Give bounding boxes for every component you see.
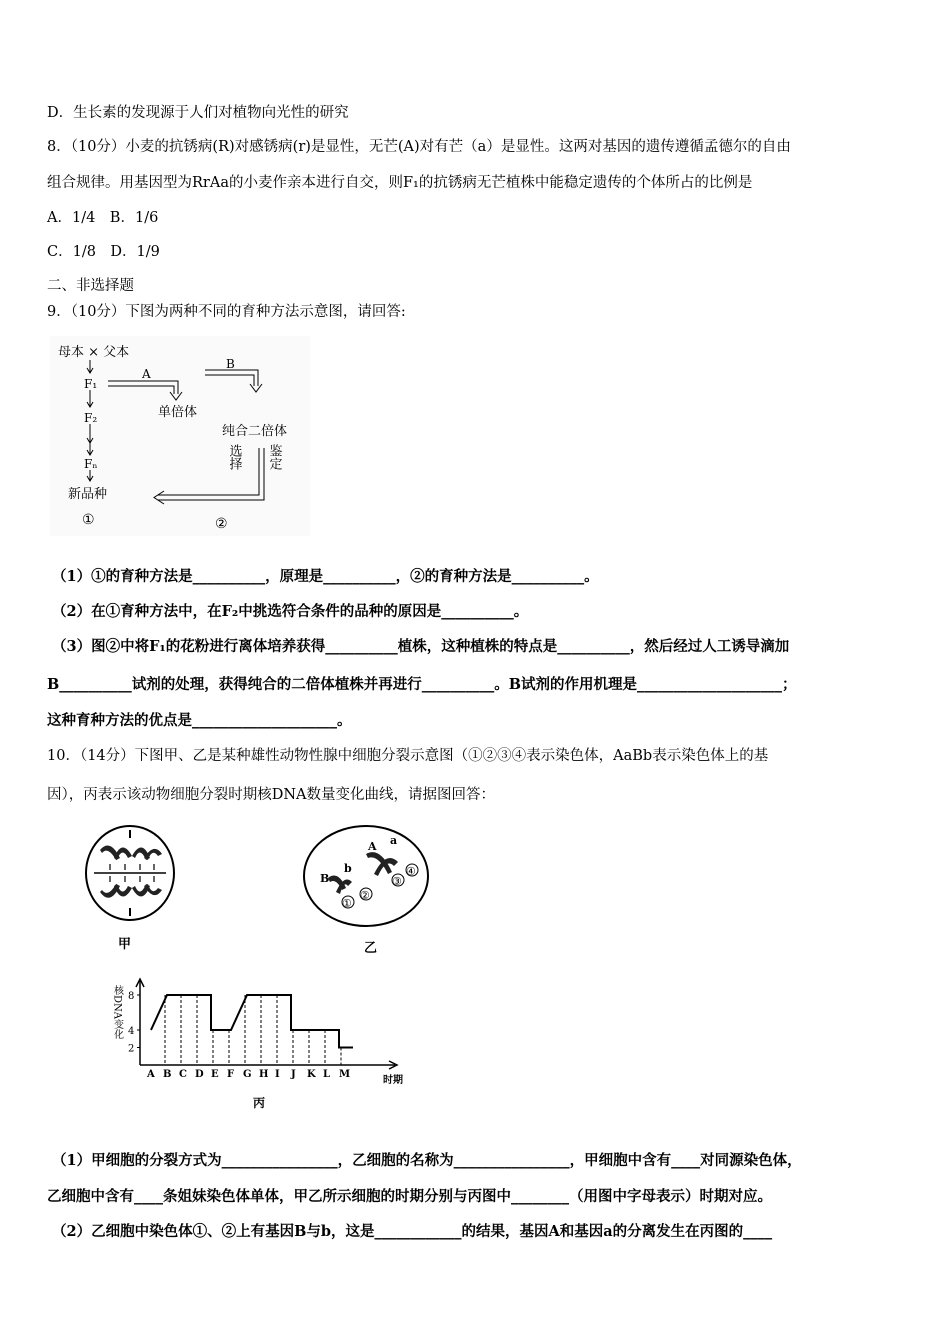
q10-stem-cont: 因），丙表示该动物细胞分裂时期核DNA数量变化曲线，请据图回答： (47, 787, 496, 803)
identify-label: 鉴定 (266, 444, 282, 470)
q8-options-cd: C．1/8 D．1/9 (47, 244, 160, 260)
method2-label: ② (215, 516, 228, 532)
q10-part1-cont: 乙细胞中含有____条姐妹染色体单体，甲乙所示细胞的时期分别与丙图中________（用图中字母表示）时期对应。 (47, 1188, 772, 1205)
haploid-label: 单倍体 (158, 405, 198, 420)
option-d: D．生长素的发现源于人们对植物向光性的研究 (47, 105, 349, 121)
q8-options-ab: A．1/4 B．1/6 (47, 210, 159, 226)
cell-jia-label: 甲 (118, 937, 132, 952)
q10-stem: 10．（14分）下图甲、乙是某种雄性动物性腺中细胞分裂示意图（①②③④表示染色体，AaBb表示染色体上的基 (47, 748, 769, 764)
gene-a-lower: a (390, 834, 398, 847)
y-tick-label-4: 4 (128, 1026, 135, 1037)
cell-yi-diagram (300, 818, 440, 958)
f1-label: F₁ (84, 377, 98, 391)
chart-title: 丙 (253, 1096, 266, 1110)
q9-stem: 9．（10分）下图为两种不同的育种方法示意图，请回答: (47, 304, 406, 320)
pure-diploid-label: 纯合二倍体 (222, 424, 288, 439)
gene-a-upper: A (368, 840, 377, 853)
x-tick-label-A: A (147, 1069, 155, 1080)
gene-b-lower: b (344, 862, 352, 875)
y-tick-label-8: 8 (128, 991, 135, 1002)
q9-part3-end: 这种育种方法的优点是____________________。 (47, 712, 352, 729)
x-tick-label-G: G (243, 1069, 252, 1080)
cell-jia-diagram (80, 820, 180, 960)
chromosome-label-3: ③ (392, 875, 402, 888)
q9-part3: （3）图②中将F₁的花粉进行离体培养获得__________植株，这种植株的特点是__________，然后经过人工诱导滴加 (52, 638, 790, 655)
chart-axes (136, 979, 397, 1069)
x-tick-label-M: M (339, 1069, 351, 1080)
q9-part3-cont: B__________试剂的处理，获得纯合的二倍体植株并再进行__________。B试剂的作用机理是____________________； (47, 676, 797, 693)
x-tick-label-C: C (179, 1069, 187, 1080)
x-tick-label-I: I (275, 1069, 280, 1080)
x-tick-label-F: F (227, 1069, 235, 1080)
x-tick-label-E: E (211, 1069, 219, 1080)
chart-ylabel: 核DNA变化 (111, 985, 123, 1039)
section-heading: 二、非选择题 (47, 278, 134, 294)
cell-yi-label: 乙 (364, 941, 378, 956)
y-tick-label-2: 2 (128, 1043, 135, 1055)
label-a: A (142, 367, 151, 381)
label-b: B (226, 357, 235, 371)
chromosome-label-4: ④ (406, 865, 416, 878)
dna-chart (105, 975, 415, 1115)
x-tick-label-K: K (307, 1069, 316, 1080)
new-variety-label: 新品种 (68, 487, 108, 502)
q8-stem-cont: 组合规律。用基因型为RrAa的小麦作亲本进行自交，则F₁的抗锈病无芒植株中能稳定遗传的个体所占的比例是 (47, 175, 753, 191)
q8-stem: 8．（10分）小麦的抗锈病(R)对感锈病(r)是显性，无芒(A)对有芒（a）是显性。这两对基因的遗传遵循孟德尔的自由 (47, 139, 791, 155)
q10-part2: （2）乙细胞中染色体①、②上有基因B与b，这是____________的结果，基因A和基因a的分离发生在丙图的____ (52, 1223, 773, 1240)
gene-b-upper: B (320, 872, 330, 885)
chromosome-label-2: ② (360, 889, 370, 902)
parents-label: 母本 × 父本 (58, 345, 130, 360)
q10-part1: （1）甲细胞的分裂方式为________________，乙细胞的名称为________________，甲细胞中含有____对同源染色体， (52, 1152, 802, 1169)
fn-label: Fₙ (84, 457, 98, 471)
q9-part1: （1）①的育种方法是__________，原理是__________，②的育种方法是__________。 (52, 568, 599, 585)
breeding-diagram (50, 336, 310, 536)
chromosome-label-1: ① (342, 897, 352, 910)
select-label: 选择 (226, 444, 242, 470)
method1-label: ① (82, 512, 95, 528)
x-tick-label-B: B (163, 1069, 172, 1080)
x-tick-label-L: L (323, 1069, 331, 1080)
x-tick-label-J: J (291, 1069, 296, 1080)
x-tick-label-H: H (259, 1069, 269, 1080)
x-tick-label-D: D (195, 1069, 204, 1080)
chart-xlabel: 时期 (383, 1075, 403, 1086)
f2-label: F₂ (84, 411, 98, 425)
q9-part2: （2）在①育种方法中，在F₂中挑选符合条件的品种的原因是__________。 (52, 603, 529, 620)
